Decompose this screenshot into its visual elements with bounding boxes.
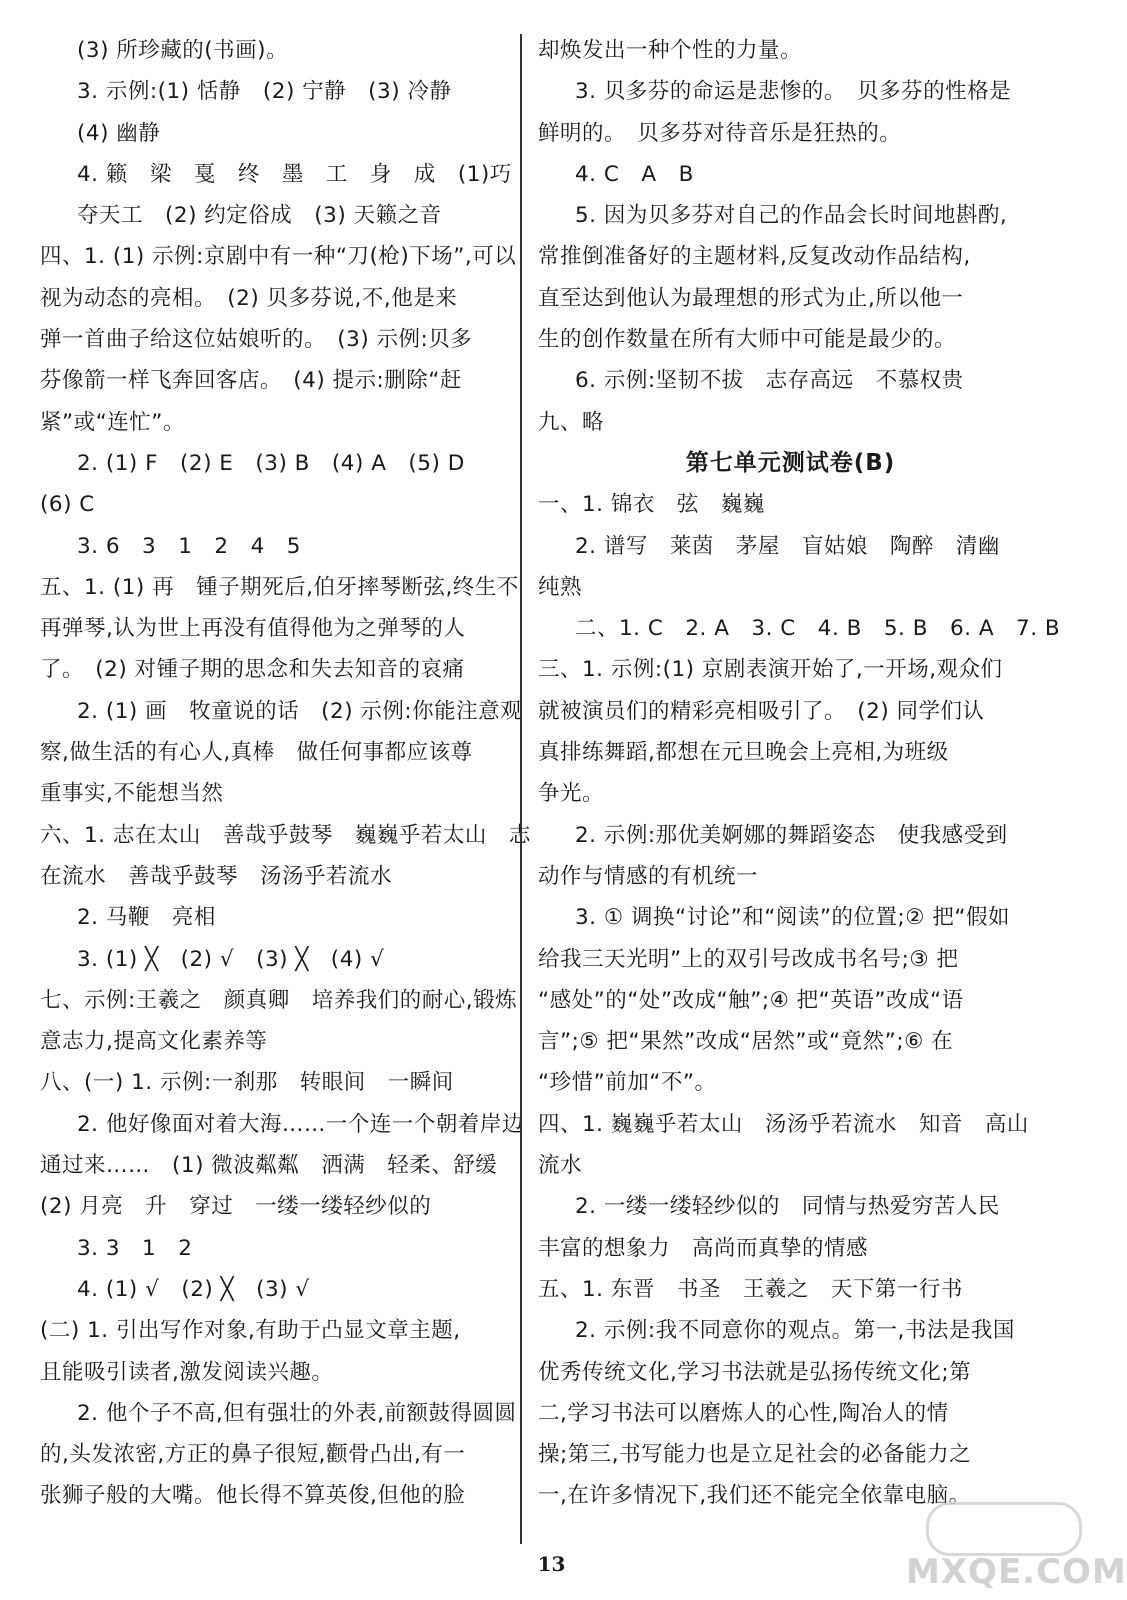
answer-line: 2. 示例:那优美婀娜的舞蹈姿态 使我感受到 [575, 822, 1008, 848]
answer-line: 四、1. (1) 示例:京剧中有一种“刀(枪)下场”,可以 [40, 244, 517, 270]
answer-line: 4. (1) √ (2) ╳ (3) √ [77, 1276, 310, 1302]
answer-line: 在流水 善哉乎鼓琴 汤汤乎若流水 [40, 863, 393, 889]
answer-line: 2. 他个子不高,但有强壮的外表,前额鼓得圆圆 [77, 1400, 517, 1426]
page-number: 13 [537, 1552, 566, 1576]
answer-line: 言”;⑤ 把“果然”改成“居然”或“竟然”;⑥ 在 [538, 1029, 954, 1055]
answer-line: “珍惜”前加“不”。 [538, 1070, 717, 1096]
answer-line: 3. 贝多芬的命运是悲惨的。 贝多芬的性格是 [575, 79, 1012, 105]
answer-line: 4. C A B [575, 161, 694, 187]
answer-line: 争光。 [538, 781, 605, 807]
answer-line: 五、1. 东晋 书圣 王羲之 天下第一行书 [538, 1276, 963, 1302]
answer-line: 4. 籁 梁 戛 终 墨 工 身 成 (1)巧 [77, 161, 512, 187]
answer-line: 6. 示例:坚韧不拔 志存高远 不慕权贵 [575, 368, 964, 394]
right-column-bottom [538, 484, 1061, 1516]
answer-line: 2. (1) F (2) E (3) B (4) A (5) D [77, 450, 465, 476]
answer-line: 2. 一缕一缕轻纱似的 同情与热爱穷苦人民 [575, 1194, 1000, 1220]
answer-line: 芬像箭一样飞奔回客店。 (4) 提示:删除“赶 [40, 368, 462, 394]
answer-line: (2) 月亮 升 穿过 一缕一缕轻纱似的 [40, 1194, 432, 1220]
answer-line: “感处”的“处”改成“触”;④ 把“英语”改成“语 [538, 987, 964, 1013]
answer-line: 生的创作数量在所有大师中可能是最少的。 [538, 327, 957, 353]
answer-line: 常推倒准备好的主题材料,反复改动作品结构, [538, 244, 971, 270]
answer-line: 给我三天光明”上的双引号改成书名号;③ 把 [538, 946, 959, 972]
answer-line: 3. 3 1 2 [77, 1235, 193, 1261]
right-column [538, 30, 1061, 1517]
answer-line: 了。 (2) 对锺子期的思念和失去知音的哀痛 [40, 657, 465, 683]
answer-line: 5. 因为贝多芬对自己的作品会长时间地斟酌, [575, 203, 1008, 229]
answer-line: 六、1. 志在太山 善哉乎鼓琴 巍巍乎若太山 志 [40, 822, 531, 848]
answer-line: 真排练舞蹈,都想在元旦晚会上亮相,为班级 [538, 740, 949, 766]
answer-line: 流水 [538, 1153, 583, 1179]
answer-line: 却焕发出一种个性的力量。 [538, 38, 803, 63]
answer-line: 直至达到他认为最理想的形式为止,所以他一 [538, 285, 964, 311]
answer-line: 动作与情感的有机统一 [538, 863, 759, 889]
answer-line: 视为动态的亮相。 (2) 贝多芬说,不,他是来 [40, 285, 458, 311]
answer-line: 四、1. 巍巍乎若太山 汤汤乎若流水 知音 高山 [538, 1111, 1029, 1137]
answer-line: 就被演员们的精彩亮相吸引了。 (2) 同学们认 [538, 698, 985, 724]
answer-line: 2. (1) 画 牧童说的话 (2) 示例:你能注意观 [77, 698, 523, 724]
right-column-top [538, 30, 1043, 443]
answer-line: 2. 马鞭 亮相 [77, 905, 216, 931]
answer-line: 一,在许多情况下,我们还不能完全依靠电脑。 [538, 1483, 971, 1509]
answer-line: 操;第三,书写能力也是立足社会的必备能力之 [538, 1442, 972, 1468]
answer-line: 2. 谱写 莱茵 茅屋 盲姑娘 陶醉 清幽 [575, 533, 1000, 559]
answer-line: (6) C [40, 492, 95, 518]
answer-line: 弹一首曲子给这位姑娘听的。 (3) 示例:贝多 [40, 327, 473, 353]
answer-line: 丰富的想象力 高尚而真挚的情感 [538, 1235, 869, 1261]
answer-line: (4) 幽静 [77, 120, 161, 146]
left-column [40, 30, 531, 1517]
answer-line: 通过来…… (1) 微波粼粼 洒满 轻柔、舒缓 [40, 1153, 498, 1179]
answer-line: 夺天工 (2) 约定俗成 (3) 天籁之音 [77, 203, 442, 229]
answer-line: 一、1. 锦衣 弦 巍巍 [538, 492, 765, 518]
answer-line: 2. 示例:我不同意你的观点。第一,书法是我国 [575, 1318, 1015, 1344]
watermark-text: MXQE.COM [906, 1552, 1127, 1592]
answer-line: 紧”或“连忙”。 [40, 409, 185, 435]
answer-line: 九、略 [538, 409, 605, 435]
answer-line: 且能吸引读者,激发阅读兴趣。 [40, 1359, 334, 1385]
column-divider [520, 34, 522, 1544]
answer-line: 七、示例:王羲之 颜真卿 培养我们的耐心,锻炼 [40, 987, 518, 1013]
answer-line: (3) 所珍藏的(书画)。 [77, 38, 289, 63]
answer-line: (二) 1. 引出写作对象,有助于凸显文章主题, [40, 1318, 461, 1344]
answer-line: 重事实,不能想当然 [40, 781, 224, 807]
answer-line: 纯熟 [538, 574, 583, 600]
answer-line: 3. (1) ╳ (2) √ (3) ╳ (4) √ [77, 946, 385, 972]
answer-line: 八、(一) 1. 示例:一刹那 转眼间 一瞬间 [40, 1070, 454, 1096]
answer-line: 3. 示例:(1) 恬静 (2) 宁静 (3) 冷静 [77, 79, 452, 105]
answer-line: 二,学习书法可以磨炼人的心性,陶冶人的情 [538, 1400, 949, 1426]
answer-line: 2. 他好像面对着大海……一个连一个朝着岸边 [77, 1111, 524, 1137]
answer-line: 3. 6 3 1 2 4 5 [77, 533, 301, 559]
answer-line: 的,头发浓密,方正的鼻子很短,颧骨凸出,有一 [40, 1442, 466, 1468]
answer-line: 察,做生活的有心人,真棒 做任何事都应该尊 [40, 740, 473, 766]
answer-line: 张狮子般的大嘴。他长得不算英俊,但他的脸 [40, 1483, 466, 1509]
answer-line: 再弹琴,认为世上再没有值得他为之弹琴的人 [40, 616, 466, 642]
answer-line: 鲜明的。 贝多芬对待音乐是狂热的。 [538, 120, 902, 146]
answer-line: 3. ① 调换“讨论”和“阅读”的位置;② 把“假如 [575, 905, 1011, 931]
answer-line: 二、1. C 2. A 3. C 4. B 5. B 6. A 7. B [575, 616, 1061, 642]
answer-line: 意志力,提高文化素养等 [40, 1029, 268, 1055]
section-title: 第七单元测试卷(B) [685, 449, 896, 476]
watermark-logo [906, 1496, 1127, 1596]
answer-line: 三、1. 示例:(1) 京剧表演开始了,一开场,观众们 [538, 657, 1003, 683]
watermark-badge-icon [926, 1502, 1082, 1556]
answer-line: 五、1. (1) 再 锺子期死后,伯牙摔琴断弦,终生不 [40, 574, 519, 600]
answer-line: 优秀传统文化,学习书法就是弘扬传统文化;第 [538, 1359, 972, 1385]
